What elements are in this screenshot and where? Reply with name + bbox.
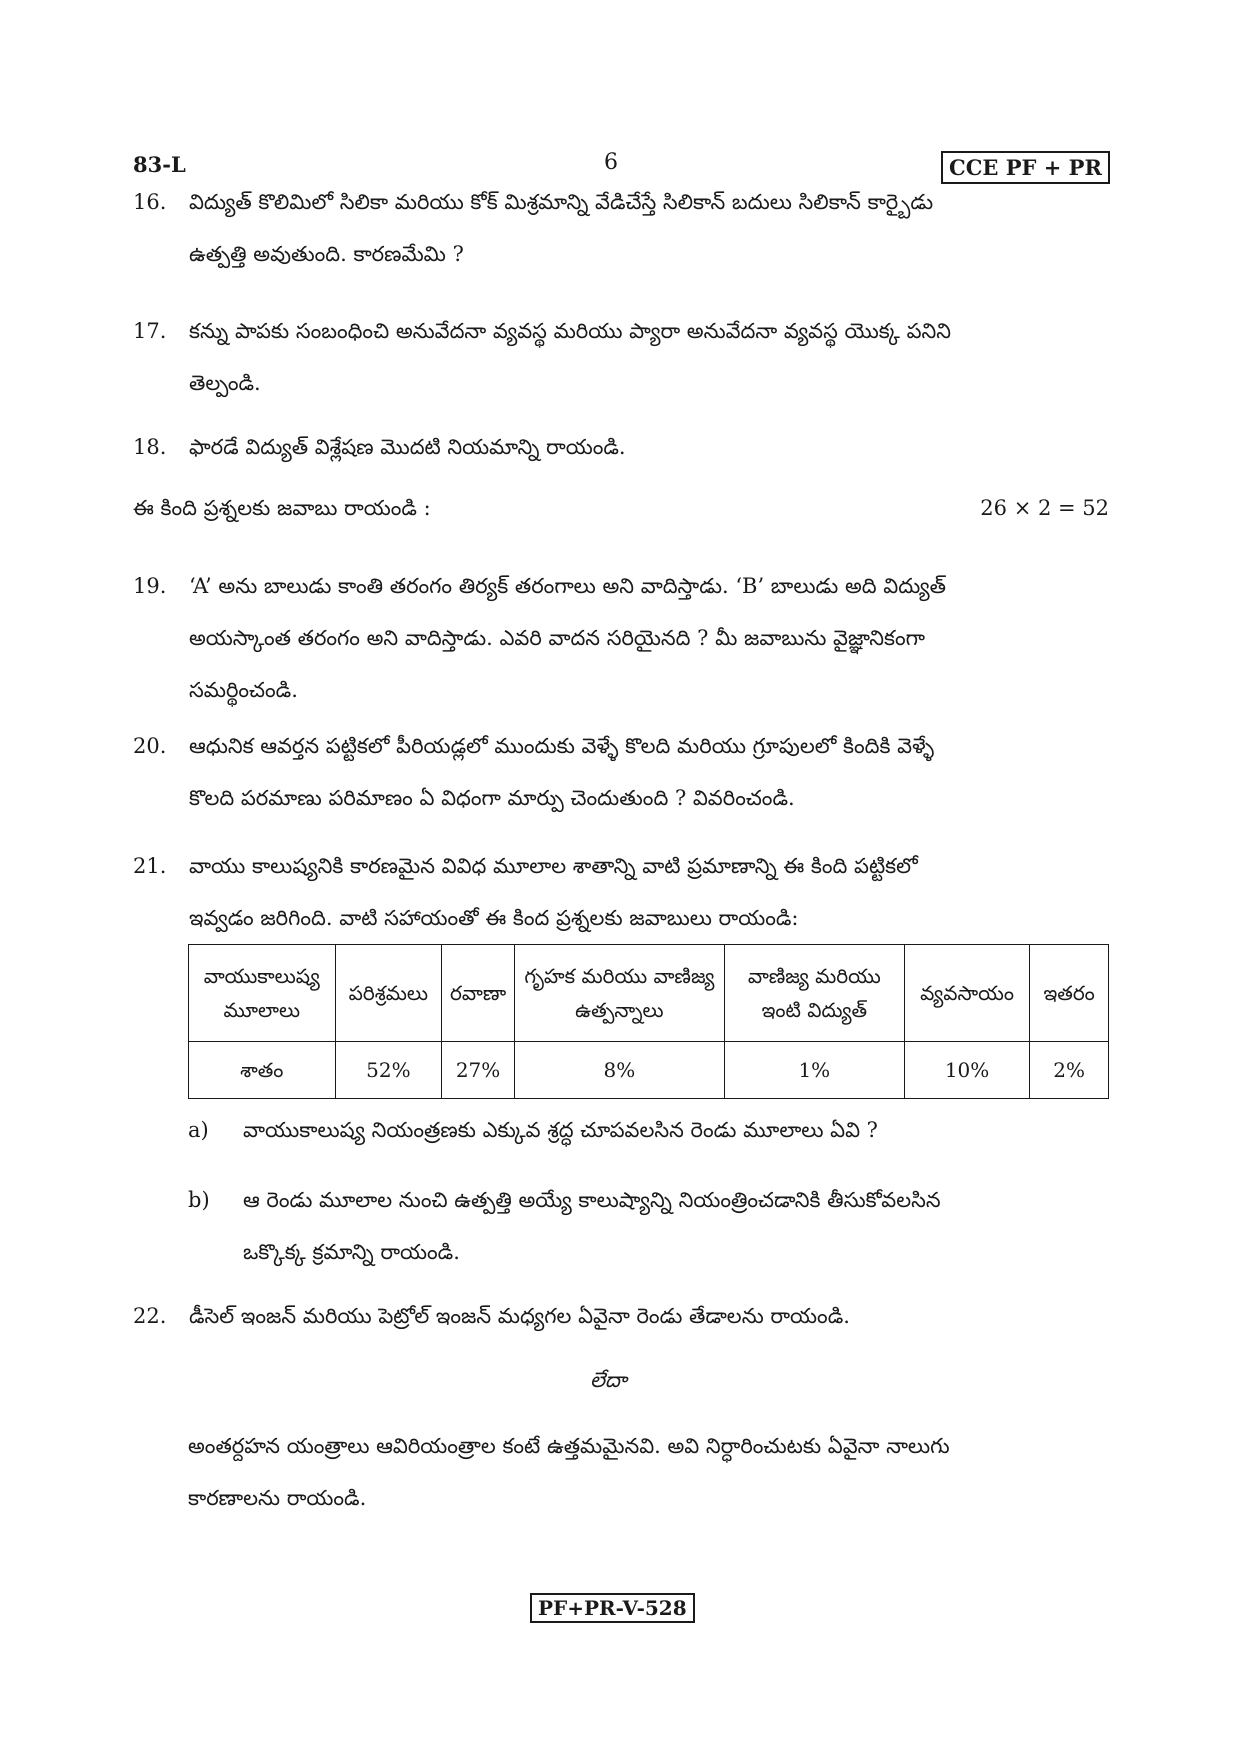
question-line: డీసెల్ ఇంజన్ మరియు పెట్రోల్ ఇంజన్ మధ్యగల ఏవైనా రెండు తేడాలను రాయండి. [189, 1304, 850, 1328]
table-column-header: గృహక మరియు వాణిజ్య ఉత్పన్నాలు [514, 945, 724, 1042]
subquestion-line: ఆ రెండు మూలాల నుంచి ఉత్పత్తి అయ్యే కాలుష్యాన్ని నియంత్రించడానికి తీసుకోవలసిన [243, 1188, 941, 1212]
question-text [189, 305, 1109, 409]
question-20 [133, 720, 1109, 824]
pollution-sources-table [188, 944, 1109, 1099]
alternative-question [188, 1420, 1109, 1524]
question-number: 17. [133, 319, 167, 343]
subquestion-a [188, 1104, 1109, 1156]
question-17 [133, 305, 1109, 409]
subquestion-label: a) [188, 1118, 209, 1142]
table-row-label: శాతం [189, 1042, 336, 1099]
question-line: కొలది పరమాణు పరిమాణం ఏ విధంగా మార్పు చెందుతుంది ? వివరించండి. [189, 786, 795, 810]
question-line: ఆధునిక ఆవర్తన పట్టికలో పీరియడ్లలో ముందుకు వెళ్ళే కొలది మరియు గ్రూపులలో కిందికి వెళ్ళే [189, 734, 935, 758]
alternative-line: కారణాలను రాయండి. [188, 1486, 367, 1510]
table-cell: 8% [514, 1042, 724, 1099]
row-header-line: వాయుకాలుష్య [203, 964, 320, 988]
question-text [189, 720, 1109, 824]
question-16 [133, 176, 1109, 280]
question-line: తెల్పండి. [189, 371, 261, 395]
or-label: లేదా [590, 1368, 627, 1392]
subquestion-line: వాయుకాలుష్య నియంత్రణకు ఎక్కువ శ్రద్ధ చూపవలసిన రెండు మూలాలు ఏవి ? [243, 1118, 878, 1142]
question-number: 21. [133, 854, 167, 878]
table-row [189, 1042, 1109, 1099]
question-19 [133, 560, 1109, 716]
question-number: 20. [133, 734, 167, 758]
question-text [189, 421, 1109, 473]
table-cell: 10% [904, 1042, 1030, 1099]
question-line: సమర్థించండి. [189, 678, 298, 702]
question-text [189, 1290, 1109, 1342]
question-number: 22. [133, 1304, 167, 1328]
table-cell: 1% [724, 1042, 904, 1099]
table-cell: 2% [1030, 1042, 1109, 1099]
table-column-header: పరిశ్రమలు [335, 945, 442, 1042]
question-line: కన్ను పాపకు సంబంధించి అనువేదనా వ్యవస్థ మరియు ప్యారా అనువేదనా వ్యవస్థ యొక్క పనిని [189, 319, 951, 343]
paper-code-left: 83-L [133, 152, 186, 177]
table-column-header: వ్యవసాయం [904, 945, 1030, 1042]
question-18 [133, 421, 1109, 473]
alternative-line: అంతర్దహన యంత్రాలు ఆవిరియంత్రాల కంటే ఉత్తమమైనవి. అవి నిర్ధారించుటకు ఏవైనా నాలుగు [188, 1434, 950, 1458]
paper-code-right-box: CCE PF + PR [941, 151, 1110, 184]
question-number: 19. [133, 574, 167, 598]
table-column-header: వాణిజ్య మరియు ఇంటి విద్యుత్ [724, 945, 904, 1042]
question-text [189, 840, 1109, 944]
table-cell: 27% [442, 1042, 515, 1099]
table-column-header: ఇతరం [1030, 945, 1109, 1042]
table-header-row [189, 945, 1109, 1042]
question-line: విద్యుత్ కొలిమిలో సిలికా మరియు కోక్ మిశ్రమాన్ని వేడిచేస్తే సిలికాన్ బదులు సిలికాన్ కార్బైడు [189, 190, 934, 214]
question-22 [133, 1290, 1109, 1342]
subquestion-text [243, 1104, 1109, 1156]
question-line: ఉత్పత్తి అవుతుంది. కారణమేమి ? [189, 242, 464, 266]
footer-code-box: PF+PR-V-528 [530, 1593, 695, 1623]
question-line: వాయు కాలుష్యనికి కారణమైన వివిధ మూలాల శాతాన్ని వాటి ప్రమాణాన్ని ఈ కింది పట్టికలో [189, 854, 918, 878]
subquestion-label: b) [188, 1188, 210, 1212]
section-marks: 26 × 2 = 52 [980, 496, 1109, 520]
question-21 [133, 840, 1109, 944]
table-row-header [189, 945, 336, 1042]
question-line: అయస్కాంత తరంగం అని వాదిస్తాడు. ఎవరి వాదన సరియైనది ? మీ జవాబును వైజ్ఞానికంగా [189, 626, 925, 650]
question-number: 16. [133, 190, 167, 214]
question-number: 18. [133, 435, 167, 459]
row-header-line: మూలాలు [223, 998, 301, 1022]
question-line: ఇవ్వడం జరిగింది. వాటి సహాయంతో ఈ కింద ప్రశ్నలకు జవాబులు రాయండి: [189, 906, 799, 930]
question-line: ఫారడే విద్యుత్ విశ్లేషణ మొదటి నియమాన్ని రాయండి. [189, 435, 626, 459]
question-line: ‘A’ అను బాలుడు కాంతి తరంగం తిర్యక్ తరంగాలు అని వాదిస్తాడు. ‘B’ బాలుడు అది విద్యుత్ [189, 574, 947, 598]
subquestion-line: ఒక్కొక్క క్రమాన్ని రాయండి. [243, 1240, 460, 1264]
subquestion-text [243, 1174, 1109, 1278]
question-text [189, 176, 1109, 280]
question-text [189, 560, 1109, 716]
section-instruction: ఈ కింది ప్రశ్నలకు జవాబు రాయండి : [133, 496, 431, 520]
table-cell: 52% [335, 1042, 442, 1099]
subquestion-b [188, 1174, 1109, 1278]
table-column-header: రవాణా [442, 945, 515, 1042]
page-number: 6 [604, 150, 618, 175]
